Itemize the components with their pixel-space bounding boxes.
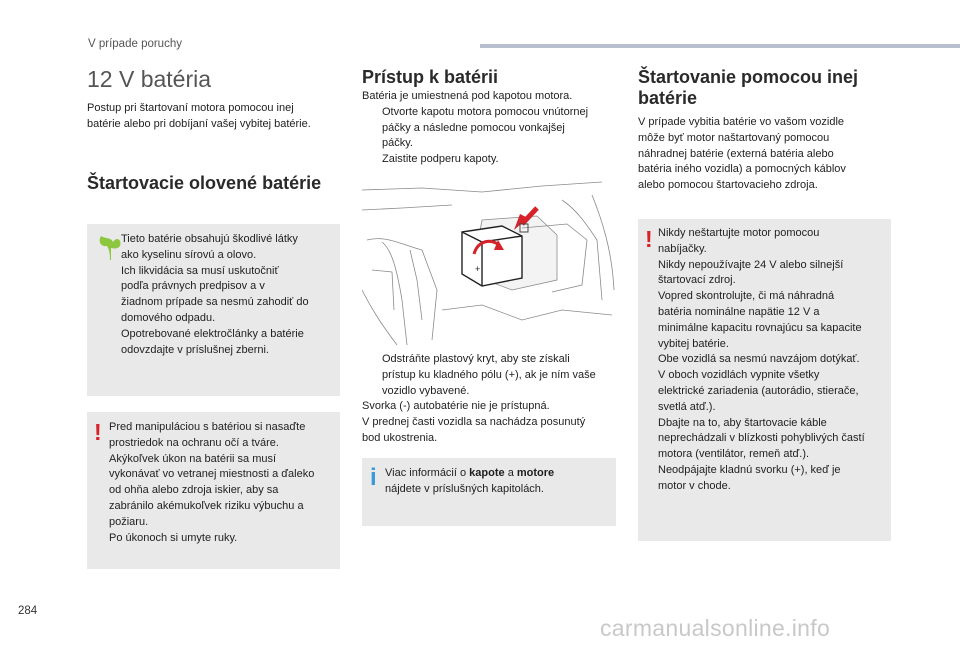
watermark: carmanualsonline.info: [600, 615, 831, 641]
warning-line: štartovací zdroj.: [658, 274, 736, 287]
warning-text: [658, 226, 890, 495]
eco-line: Tieto batérie obsahujú škodlivé látky: [121, 233, 298, 245]
info-text-part: a: [504, 467, 517, 479]
warning-line: od ohňa alebo zdroja iskier, aby sa: [109, 484, 279, 497]
list-item: [362, 152, 617, 168]
intro-text: [87, 101, 347, 133]
battery-access-title: Prístup k batérii: [362, 67, 499, 87]
text-line: môže byť motor naštartovaný pomocou: [638, 131, 830, 144]
list-item: [362, 352, 617, 399]
page-number: 284: [18, 605, 38, 617]
bullet-icon: [362, 152, 382, 168]
info-text: [385, 466, 610, 498]
lead-acid-title: Štartovacie olovené batérie: [87, 173, 322, 193]
eco-text: [121, 232, 336, 358]
eco-box: [87, 224, 340, 396]
bullet-icon: [362, 352, 382, 399]
text-line: bod ukostrenia.: [362, 431, 438, 444]
info-icon: i: [370, 464, 377, 491]
text-line: V prípade vybitia batérie vo vašom vozidle: [638, 116, 845, 128]
text-line: Batéria je umiestnená pod kapotou motora.: [362, 90, 573, 102]
text-line: V prednej časti vozidla sa nachádza posunutý: [362, 416, 586, 429]
text-line: náhradnej batérie (externá batéria alebo: [638, 147, 834, 160]
info-line: [385, 466, 610, 482]
warning-line: Akýkoľvek úkon na batérii sa musí: [109, 452, 277, 465]
warning-line: Nikdy neštartujte motor pomocou: [658, 227, 820, 239]
info-bold-engine: motore: [516, 467, 555, 479]
warning-line: vybitej batérie.: [658, 337, 729, 350]
warning-line: Pred manipuláciou s batériou si nasaďte: [109, 421, 306, 433]
warning-line: svetlá atď.).: [658, 400, 716, 413]
eco-line: podľa právnych predpisov a v: [121, 280, 265, 293]
engine-bay-figure: [362, 180, 617, 345]
text-line: Zaistite podperu kapoty.: [382, 153, 499, 166]
info-box: [362, 458, 616, 526]
section-header: V prípade poruchy: [88, 38, 182, 50]
warning-line: elektrické zariadenia (autorádio, stierače,: [658, 384, 859, 397]
eco-line: Opotrebované elektročlánky a batérie: [121, 327, 304, 340]
battery-access-text: [362, 89, 617, 168]
warning-line: Vopred skontrolujte, či má náhradná: [658, 290, 835, 303]
warning-line: motor v chode.: [658, 479, 731, 492]
list-item: [362, 105, 617, 152]
warning-text: [109, 420, 339, 546]
warning-line: zabránilo akémukoľvek riziku výbuchu a: [109, 499, 304, 512]
warning-line: motora (ventilátor, remeň atď.).: [658, 448, 810, 461]
text-line: prístup ku kladného pólu (+), ak je ním vaše: [382, 368, 596, 381]
intro-line: Postup pri štartovaní motora pomocou inej: [87, 102, 294, 114]
eco-line: ako kyselinu sírovú a olovo.: [121, 248, 257, 261]
text-line: alebo pomocou štartovacieho zdroja.: [638, 179, 818, 192]
eco-line: domového odpadu.: [121, 311, 216, 324]
warning-line: Dbajte na to, aby štartovacie káble: [658, 416, 827, 429]
jump-start-title: [638, 67, 858, 109]
warning-line: Neodpájajte kladnú svorku (+), keď je: [658, 463, 841, 476]
info-line: nájdete v príslušných kapitolách.: [385, 482, 544, 495]
text-line: Odstráňte plastový kryt, aby ste získali: [382, 353, 570, 365]
jump-start-intro: [638, 115, 893, 194]
warning-line: požiaru.: [109, 515, 149, 528]
text-line: Svorka (-) autobatérie nie je prístupná.: [362, 400, 550, 413]
warning-icon: !: [645, 226, 653, 252]
eco-line: Ich likvidácia sa musí uskutočniť: [121, 264, 279, 277]
warning-line: Po úkonoch si umyte ruky.: [109, 531, 238, 544]
intro-line: batérie alebo pri dobíjaní vašej vybitej batérie.: [87, 117, 311, 130]
text-line: Otvorte kapotu motora pomocou vnútornej: [382, 105, 589, 118]
text-line: páčky a následne pomocou vonkajšej: [382, 121, 565, 134]
info-bold-hood: kapote: [469, 467, 505, 479]
warning-icon: !: [94, 419, 102, 445]
battery-cover-text: [362, 352, 617, 447]
eco-line: žiadnom prípade sa nesmú zahodiť do: [121, 296, 309, 309]
warning-line: vykonávať vo vetranej miestnosti a ďaleko: [109, 468, 315, 481]
warning-line: prostriedok na ochranu očí a tváre.: [109, 436, 279, 449]
warning-line: neprechádzali v blízkosti pohyblivých častí: [658, 432, 865, 445]
info-text-part: Viac informácií o: [385, 467, 470, 479]
warning-line: nabíjačky.: [658, 242, 707, 255]
plus-label: +: [475, 264, 481, 274]
page-title: 12 V batéria: [87, 66, 212, 92]
text-line: páčky.: [382, 137, 413, 150]
warning-line: minimálne kapacitu rovnajúcu sa kapacite: [658, 321, 862, 334]
title-line: batérie: [638, 88, 698, 108]
text-line: batéria iného vozidla) a pomocných káblov: [638, 163, 846, 176]
warning-line: Nikdy nepoužívajte 24 V alebo silnejší: [658, 258, 844, 271]
warning-line: batéria nominálne napätie 12 V a: [658, 305, 820, 318]
title-line: Štartovanie pomocou inej: [638, 67, 859, 87]
warning-line: Obe vozidlá sa nesmú navzájom dotýkať.: [658, 353, 860, 366]
eco-line: odovzdajte v príslušnej zberni.: [121, 343, 269, 356]
bullet-icon: [362, 105, 382, 152]
header-bar: [480, 44, 960, 48]
eco-leaf-icon: [97, 234, 123, 262]
warning-box-safety: [87, 412, 340, 569]
warning-line: V oboch vozidlách vypnite všetky: [658, 369, 820, 382]
text-line: vozidlo vybavené.: [382, 384, 470, 397]
warning-box-jump-start: [638, 219, 891, 541]
